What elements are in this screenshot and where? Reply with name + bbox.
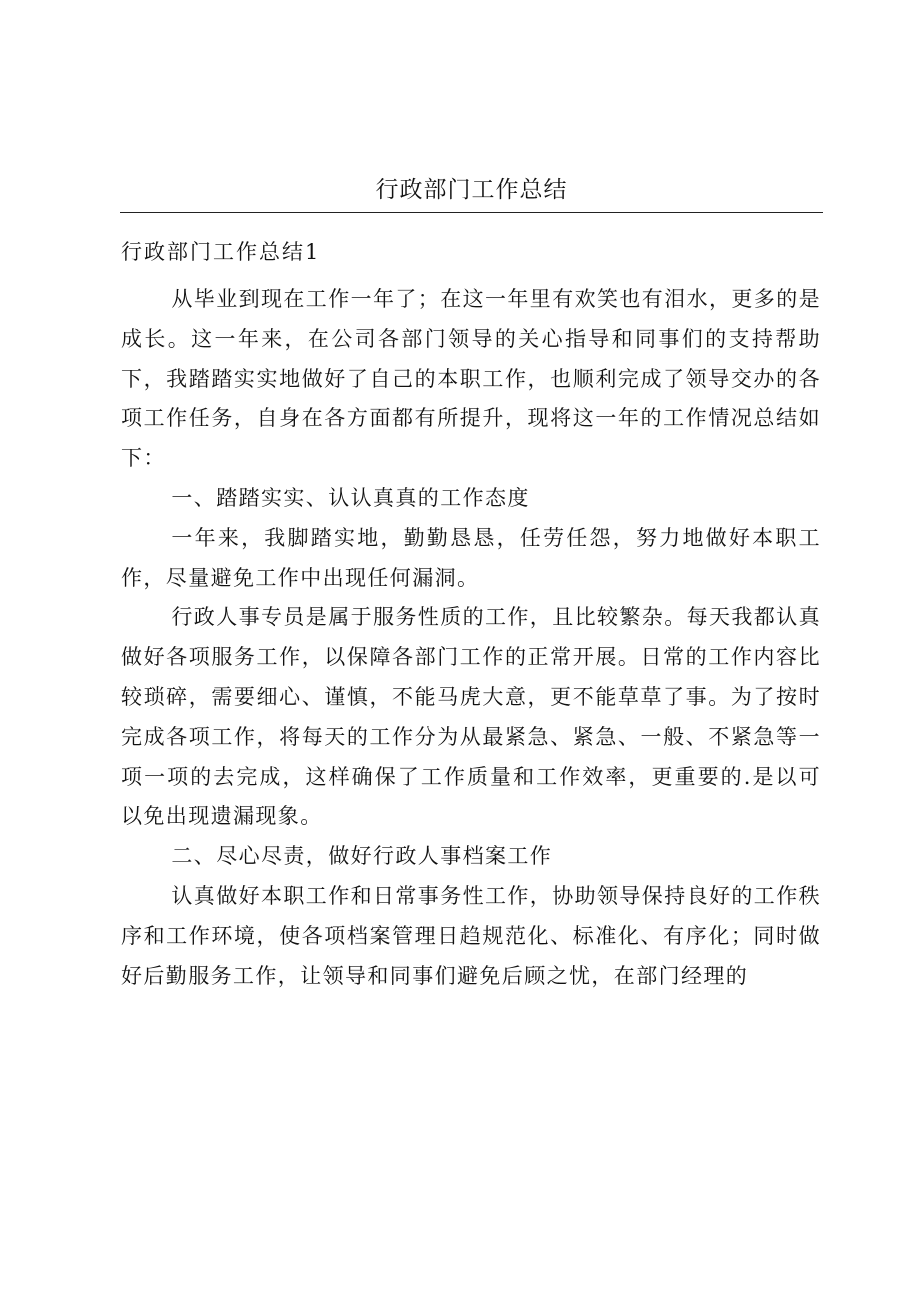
paragraph-diligence: 一年来，我脚踏实地，勤勤恳恳，任劳任怨，努力地做好本职工作，尽量避免工作中出现任何漏洞。 (121, 525, 821, 590)
document-body (121, 280, 821, 996)
heading-work-attitude: 一、踏踏实实、认认真真的工作态度 (171, 485, 530, 510)
title-underline (120, 212, 823, 213)
paragraph-service-work: 行政人事专员是属于服务性质的工作，且比较繁杂。每天我都认真做好各项服务工作，以保障各部门工作的正常开展。日常的工作内容比较琐碎，需要细心、谨慎，不能马虎大意，更不能草草了事。为了按时完成各项工作，将每天的工作分为从最紧急、紧急、一般、不紧急等一项一项的去完成，这样确保了工作质量和工作效率，更重要的.是以可以免出现遗漏现象。 (121, 605, 821, 829)
document-title: 行政部门工作总结 (375, 177, 568, 203)
heading-archive-work: 二、尽心尽责，做好行政人事档案工作 (171, 844, 553, 869)
paragraph-daily-affairs: 认真做好本职工作和日常事务性工作，协助领导保持良好的工作秩序和工作环境，使各项档案管理日趋规范化、标准化、有序化；同时做好后勤服务工作，让领导和同事们避免后顾之忧，在部门经理的 (121, 883, 821, 988)
section-title: 行政部门工作总结1 (121, 240, 321, 264)
paragraph-intro: 从毕业到现在工作一年了；在这一年里有欢笑也有泪水，更多的是成长。这一年来，在公司各部门领导的关心指导和同事们的支持帮助下，我踏踏实实地做好了自己的本职工作，也顺利完成了领导交办的各项工作任务，自身在各方面都有所提升，现将这一年的工作情况总结如下： (121, 287, 821, 471)
